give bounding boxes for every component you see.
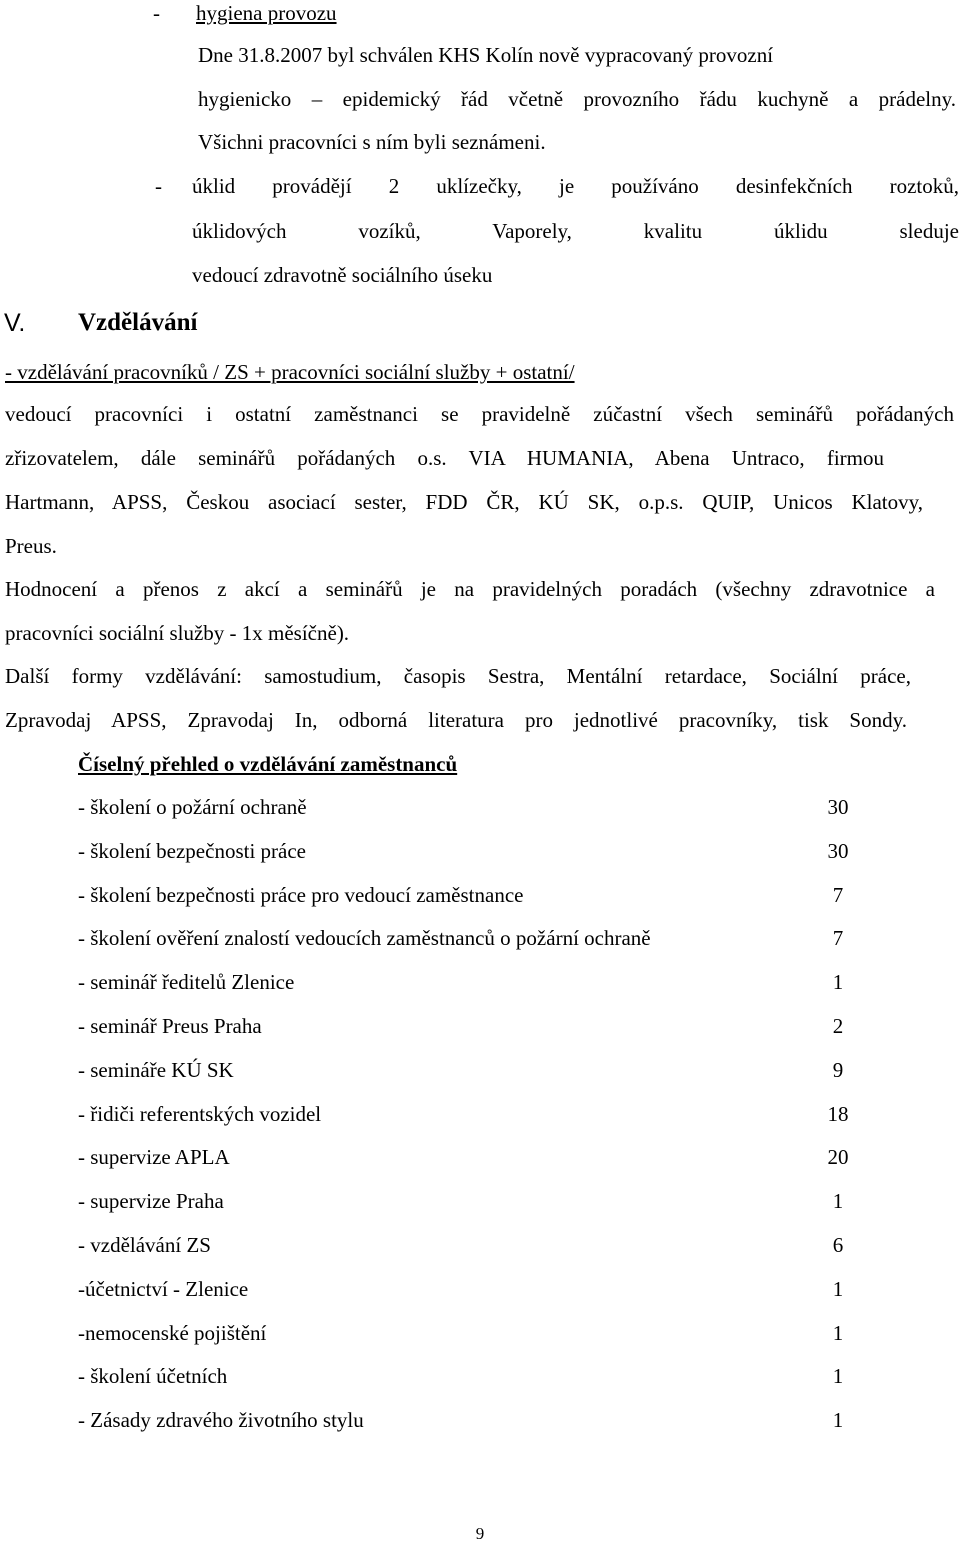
training-label: - supervize Praha xyxy=(78,1189,224,1214)
training-label: - vzdělávání ZS xyxy=(78,1233,211,1257)
training-label: - školení ověření znalostí vedoucích zaměstnanců o požární ochraně xyxy=(78,926,651,951)
training-count: 1 xyxy=(832,1364,844,1389)
training-label: - školení účetních xyxy=(78,1364,228,1389)
para1-line-3: Hartmann, APSS, Českou asociací sester, FDD ČR, KÚ SK, o.p.s. QUIP, Unicos Klatovy, xyxy=(5,490,923,514)
training-row xyxy=(78,1363,858,1389)
training-label: - supervize APLA xyxy=(78,1145,230,1170)
training-row xyxy=(78,1232,858,1258)
para3-line-1: Další formy vzdělávání: samostudium, časopis Sestra, Mentální retardace, Sociální práce, xyxy=(5,664,911,688)
hygiene-dash: - xyxy=(153,1,160,25)
intro-underlined: - vzdělávání pracovníků / ZS + pracovníci sociální služby + ostatní/ xyxy=(5,360,575,384)
cleaning-line-1: úklid provádějí 2 uklízečky, je používáno desinfekčních roztoků, xyxy=(192,174,959,198)
training-count: 20 xyxy=(827,1145,849,1170)
section-number: V. xyxy=(4,309,26,337)
hygiene-para-line-3: Všichni pracovníci s ním byli seznámeni. xyxy=(198,130,546,154)
training-label: - školení o požární ochraně xyxy=(78,795,307,819)
training-row xyxy=(78,794,858,820)
para1-line-2: zřizovatelem, dále seminářů pořádaných o.s. VIA HUMANIA, Abena Untraco, firmou xyxy=(5,446,884,470)
training-label: - školení bezpečnosti práce pro vedoucí zaměstnance xyxy=(78,882,524,907)
training-count: 9 xyxy=(832,1057,844,1082)
training-count: 1 xyxy=(832,1276,844,1301)
hygiene-para-line-1: Dne 31.8.2007 byl schválen KHS Kolín nově vypracovaný provozní xyxy=(198,43,774,67)
training-count: 18 xyxy=(827,1101,849,1126)
training-label: -nemocenské pojištění xyxy=(78,1320,267,1345)
training-row xyxy=(78,1144,858,1170)
training-label: - Zásady zdravého životního stylu xyxy=(78,1408,364,1433)
training-count: 1 xyxy=(832,970,844,995)
training-row xyxy=(78,1276,858,1302)
overview-title: Číselný přehled o vzdělávání zaměstnanců xyxy=(78,752,458,776)
training-count: 7 xyxy=(832,926,844,951)
section-title: Vzdělávání xyxy=(78,309,198,336)
para1-line-4: Preus. xyxy=(5,534,57,558)
para2-line-1: Hodnocení a přenos z akcí a seminářů je na pravidelných poradách (všechny zdravotnice a xyxy=(5,577,935,601)
para3-line-2: Zpravodaj APSS, Zpravodaj In, odborná literatura pro jednotlivé pracovníky, tisk Sondy. xyxy=(5,708,907,732)
training-row xyxy=(78,1013,858,1039)
training-count: 6 xyxy=(832,1233,844,1257)
training-row xyxy=(78,1101,858,1127)
training-label: - seminář ředitelů Zlenice xyxy=(78,970,295,995)
training-row xyxy=(78,1320,858,1346)
hygiene-para-line-2: hygienicko – epidemický řád včetně provozního řádu kuchyně a prádelny. xyxy=(198,87,956,111)
training-label: -účetnictví - Zlenice xyxy=(78,1276,249,1301)
training-row xyxy=(78,969,858,995)
training-row xyxy=(78,882,858,908)
training-count: 1 xyxy=(832,1320,844,1345)
training-label: - řidiči referentských vozidel xyxy=(78,1101,322,1126)
training-row xyxy=(78,925,858,951)
training-count: 1 xyxy=(832,1189,844,1214)
training-label: - školení bezpečnosti práce xyxy=(78,838,306,863)
training-row xyxy=(78,1188,858,1214)
cleaning-dash: - xyxy=(155,174,162,198)
training-row xyxy=(78,838,858,864)
training-count: 30 xyxy=(827,838,849,863)
training-label: - seminář Preus Praha xyxy=(78,1014,262,1038)
training-row xyxy=(78,1407,858,1433)
training-count: 1 xyxy=(832,1408,844,1433)
training-row xyxy=(78,1057,858,1083)
para2-line-2: pracovníci sociální služby - 1x měsíčně). xyxy=(5,621,350,645)
training-count: 30 xyxy=(827,795,849,819)
cleaning-line-2: úklidových vozíků, Vaporely, kvalitu úklidu sleduje xyxy=(192,219,959,243)
cleaning-line-3: vedoucí zdravotně sociálního úseku xyxy=(192,263,493,287)
page-number: 9 xyxy=(475,1524,485,1543)
training-count: 7 xyxy=(832,882,844,907)
training-label: - semináře KÚ SK xyxy=(78,1057,234,1082)
training-count: 2 xyxy=(832,1014,844,1038)
hygiene-title: hygiena provozu xyxy=(196,1,337,25)
para1-line-1: vedoucí pracovníci i ostatní zaměstnanci se pravidelně zúčastní všech seminářů pořádaných xyxy=(5,402,954,426)
